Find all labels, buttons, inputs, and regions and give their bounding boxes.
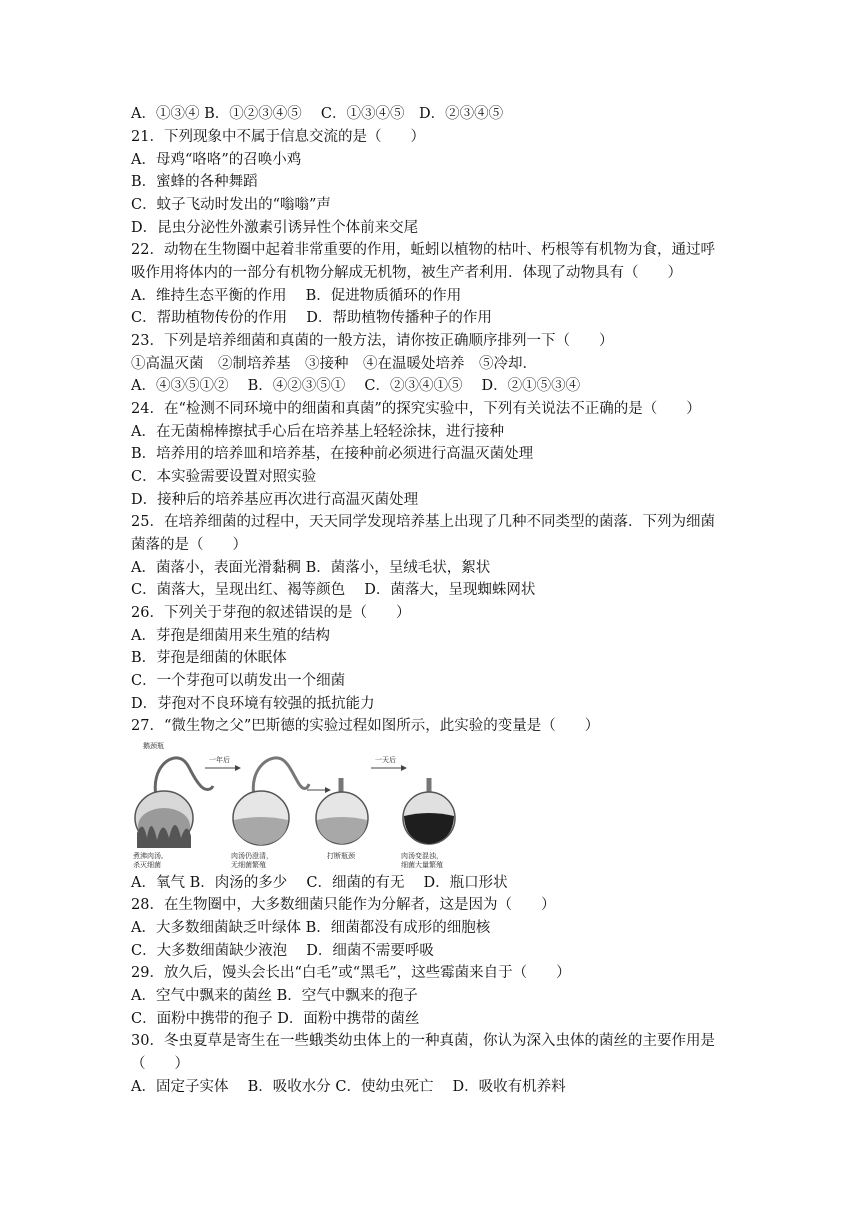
q20-options: A．①③④ B．①②③④⑤ C．①③④⑤ D．②③④⑤	[131, 106, 504, 122]
q24-option-d: D．接种后的培养基应再次进行高温灭菌处理	[131, 492, 419, 508]
q21-option-d: D．昆虫分泌性外激素引诱异性个体前来交尾	[131, 220, 419, 236]
q26-option-d: D．芽孢对不良环境有较强的抵抗能力	[131, 696, 375, 712]
q25-stem-line1: 25．在培养细菌的过程中，天天同学发现培养基上出现了几种不同类型的菌落．下列为细菌	[131, 514, 715, 530]
caption-turbid-line1: 肉汤变混浊，	[401, 852, 443, 860]
q25-options-ab: A．菌落小，表面光滑黏稠 B．菌落小，呈绒毛状，絮状	[131, 560, 491, 576]
q23-steps: ①高温灭菌 ②制培养基 ③接种 ④在温暖处培养 ⑤冷却．	[131, 356, 537, 372]
q27-stem: 27．“微生物之父”巴斯德的实验过程如图所示，此实验的变量是（ ）	[131, 718, 600, 734]
figure-top-label: 鹅颈瓶	[143, 742, 164, 750]
q24-stem: 24．在“检测不同环境中的细菌和真菌”的探究实验中，下列有关说法不正确的是（ ）	[131, 401, 701, 417]
q28-options-cd: C．大多数细菌缺少液泡 D．细菌不需要呼吸	[131, 943, 434, 959]
caption-boil-line1: 煮沸肉汤,	[133, 852, 164, 860]
q25-stem-line2: 菌落的是（ ）	[131, 537, 247, 553]
q30-stem-line1: 30．冬虫夏草是寄生在一些蛾类幼虫体上的一种真菌，你认为深入虫体的菌丝的主要作用是	[131, 1033, 715, 1049]
q30-stem-line2: （ ）	[131, 1056, 189, 1072]
q21-option-a: A．母鸡“咯咯”的召唤小鸡	[131, 152, 302, 168]
pasteur-experiment-figure	[131, 738, 461, 873]
caption-clear-line1: 肉汤仍澄清，	[231, 852, 273, 860]
turbid-flask	[401, 778, 455, 869]
q28-stem: 28．在生物圈中，大多数细菌只能作为分解者，这是因为（ ）	[131, 897, 556, 913]
q30-options: A．固定子实体 B．吸收水分 C．使幼虫死亡 D．吸收有机养料	[131, 1079, 566, 1095]
caption-clear-line2: 无细菌繁殖	[231, 861, 266, 869]
q21-option-c: C．蚊子飞动时发出的“嗡嗡”声	[131, 197, 331, 213]
arrow2-label: 一天后	[375, 756, 396, 764]
q25-options-cd: C．菌落大，呈现出红、褐等颜色 D．菌落大，呈现蜘蛛网状	[131, 582, 536, 598]
caption-boil-line2: 杀灭细菌	[133, 861, 161, 869]
q23-stem: 23．下列是培养细菌和真菌的一般方法，请你按正确顺序排列一下（ ）	[131, 333, 614, 349]
arrow-one-day-later	[371, 755, 407, 771]
swan-neck-flask-heated	[133, 741, 213, 869]
q26-stem: 26．下列关于芽孢的叙述错误的是（ ）	[131, 605, 411, 621]
arrow-break-neck	[307, 787, 331, 793]
q28-options-ab: A．大多数细菌缺乏叶绿体 B．细菌都没有成形的细胞核	[131, 920, 491, 936]
q27-options: A．氧气 B．肉汤的多少 C．细菌的有无 D．瓶口形状	[131, 875, 508, 891]
q29-stem: 29．放久后，馒头会长出“白毛”或“黑毛”，这些霉菌来自于（ ）	[131, 965, 571, 981]
q26-option-b: B．芽孢是细菌的休眠体	[131, 650, 287, 666]
arrow1-label: 一年后	[209, 756, 230, 764]
caption-turbid-line2: 细菌大量繁殖	[401, 861, 443, 869]
q26-option-a: A．芽孢是细菌用来生殖的结构	[131, 628, 330, 644]
q21-option-b: B．蜜蜂的各种舞蹈	[131, 174, 258, 190]
q24-option-c: C．本实验需要设置对照实验	[131, 469, 317, 485]
q22-options-cd: C．帮助植物传份的作用 D．帮助植物传播种子的作用	[131, 310, 492, 326]
q23-options: A．④③⑤①② B．④②③⑤① C．②③④①⑤ D．②①⑤③④	[131, 378, 581, 394]
q22-stem-line1: 22．动物在生物圈中起着非常重要的作用，蚯蚓以植物的枯叶、朽根等有机物为食，通过呼	[131, 242, 715, 258]
q22-stem-line2: 吸作用将体内的一部分有机物分解成无机物，被生产者利用．体现了动物具有（ ）	[131, 265, 682, 281]
swan-neck-flask-clear	[231, 758, 309, 869]
q26-option-c: C．一个芽孢可以萌发出一个细菌	[131, 673, 346, 689]
q29-options-ab: A．空气中飘来的菌丝 B．空气中飘来的孢子	[131, 988, 418, 1004]
arrow-one-year-later	[205, 755, 241, 771]
q29-options-cd: C．面粉中携带的孢子 D．面粉中携带的菌丝	[131, 1011, 420, 1027]
q24-option-a: A．在无菌棉棒擦拭手心后在培养基上轻轻涂抹，进行接种	[131, 424, 504, 440]
q21-stem: 21．下列现象中不属于信息交流的是（ ）	[131, 129, 425, 145]
caption-break-neck: 打断瓶颈	[327, 852, 355, 860]
q22-options-ab: A．维持生态平衡的作用 B．促进物质循环的作用	[131, 288, 462, 304]
q24-option-b: B．培养用的培养皿和培养基，在接种前必须进行高温灭菌处理	[131, 446, 534, 462]
